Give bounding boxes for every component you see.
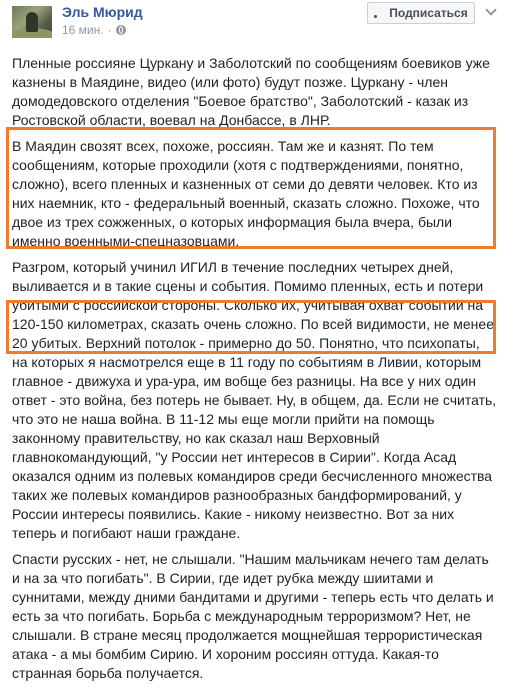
paragraph-3: Разгром, который учинил ИГИЛ в течение последних четырех дней, выливается и в такие сцены и события. Помимо пленных, есть и потери убитыми с российской стороны. Сколько их, учитывая охват событий на 120-150 километрах, сказать очень сложно. По всей видимости, не менее 20 убитых. Верхний потолок - примерно до 50. Понятно, что психопаты, на которых я насмотрелся еще в 11 году по событиям в Ливии, которым главное - движуха и ура-ура, им вобще без разницы. На все у них один ответ - это война, без потерь не бывает. Ну, в общем, да. Если не считать, что это не наша война. В 11-12 мы еще могли прийти на помощь законному правительству, но как сказал наш Верховный главнокомандующий, "у России нет интересов в Сирии". Когда Асад оказался одним из полевых командиров среди бесчисленного множества таких же полевых командиров разнообразных бандформирований, у России интересы появились. Какие - никому неизвестно. Вот за них теперь и погибают наши граждане. bbox=[12, 259, 497, 541]
post-header bbox=[0, 0, 511, 44]
avatar[interactable] bbox=[12, 6, 52, 38]
post-body bbox=[12, 54, 498, 690]
paragraph-2: В Маядин свозят всех, похоже, россиян. Там же и казнят. По тем сообщениям, которые проходили (хотя с подтверждениями, понятно, сложно), всего пленных и казненных от семи до девяти человек. Кто из них наемник, кто - федеральный военный, сказать сложно. Похоже, что двое из трех сожженных, о которых информация была вчера, были именно военными-спецназовцами. bbox=[12, 138, 480, 249]
post-meta bbox=[62, 23, 126, 37]
paragraph-4: Спасти русских - нет, не слышали. "Нашим мальчикам нечего там делать и на за что погибать". В Сирии, где идет рубка между шиитами и суннитами, между дними бандитами и другими - теперь есть что делать и есть за что погибать. Борьба с международным терроризмом? Нет, не слышали. В стране месяц продолжается мощнейшая террористическая атака - а мы бомбим Сирию. И хороним россиян оттуда. Какая-то странная борьба получается. bbox=[12, 551, 494, 681]
author-name[interactable]: Эль Мюрид bbox=[62, 4, 143, 20]
subscribe-label: Подписаться bbox=[389, 6, 468, 20]
separator-dot: · bbox=[107, 23, 112, 37]
paragraph-1: Пленные россияне Цуркану и Заболотский по сообщениям боевиков уже казнены в Маядине, видео (или фото) будут позже. Цуркану - член домодедовского отделения "Боевое братство", Заболотский - казак из Ростовской области, воевал на Донбассе, в ЛНР. bbox=[12, 55, 490, 128]
avatar-image-figure bbox=[26, 12, 38, 32]
globe-icon bbox=[116, 25, 126, 35]
post-time[interactable]: 16 мин. bbox=[62, 23, 104, 37]
subscribe-button[interactable] bbox=[367, 2, 475, 24]
rss-icon bbox=[374, 8, 384, 18]
chevron-down-icon[interactable] bbox=[485, 6, 499, 18]
